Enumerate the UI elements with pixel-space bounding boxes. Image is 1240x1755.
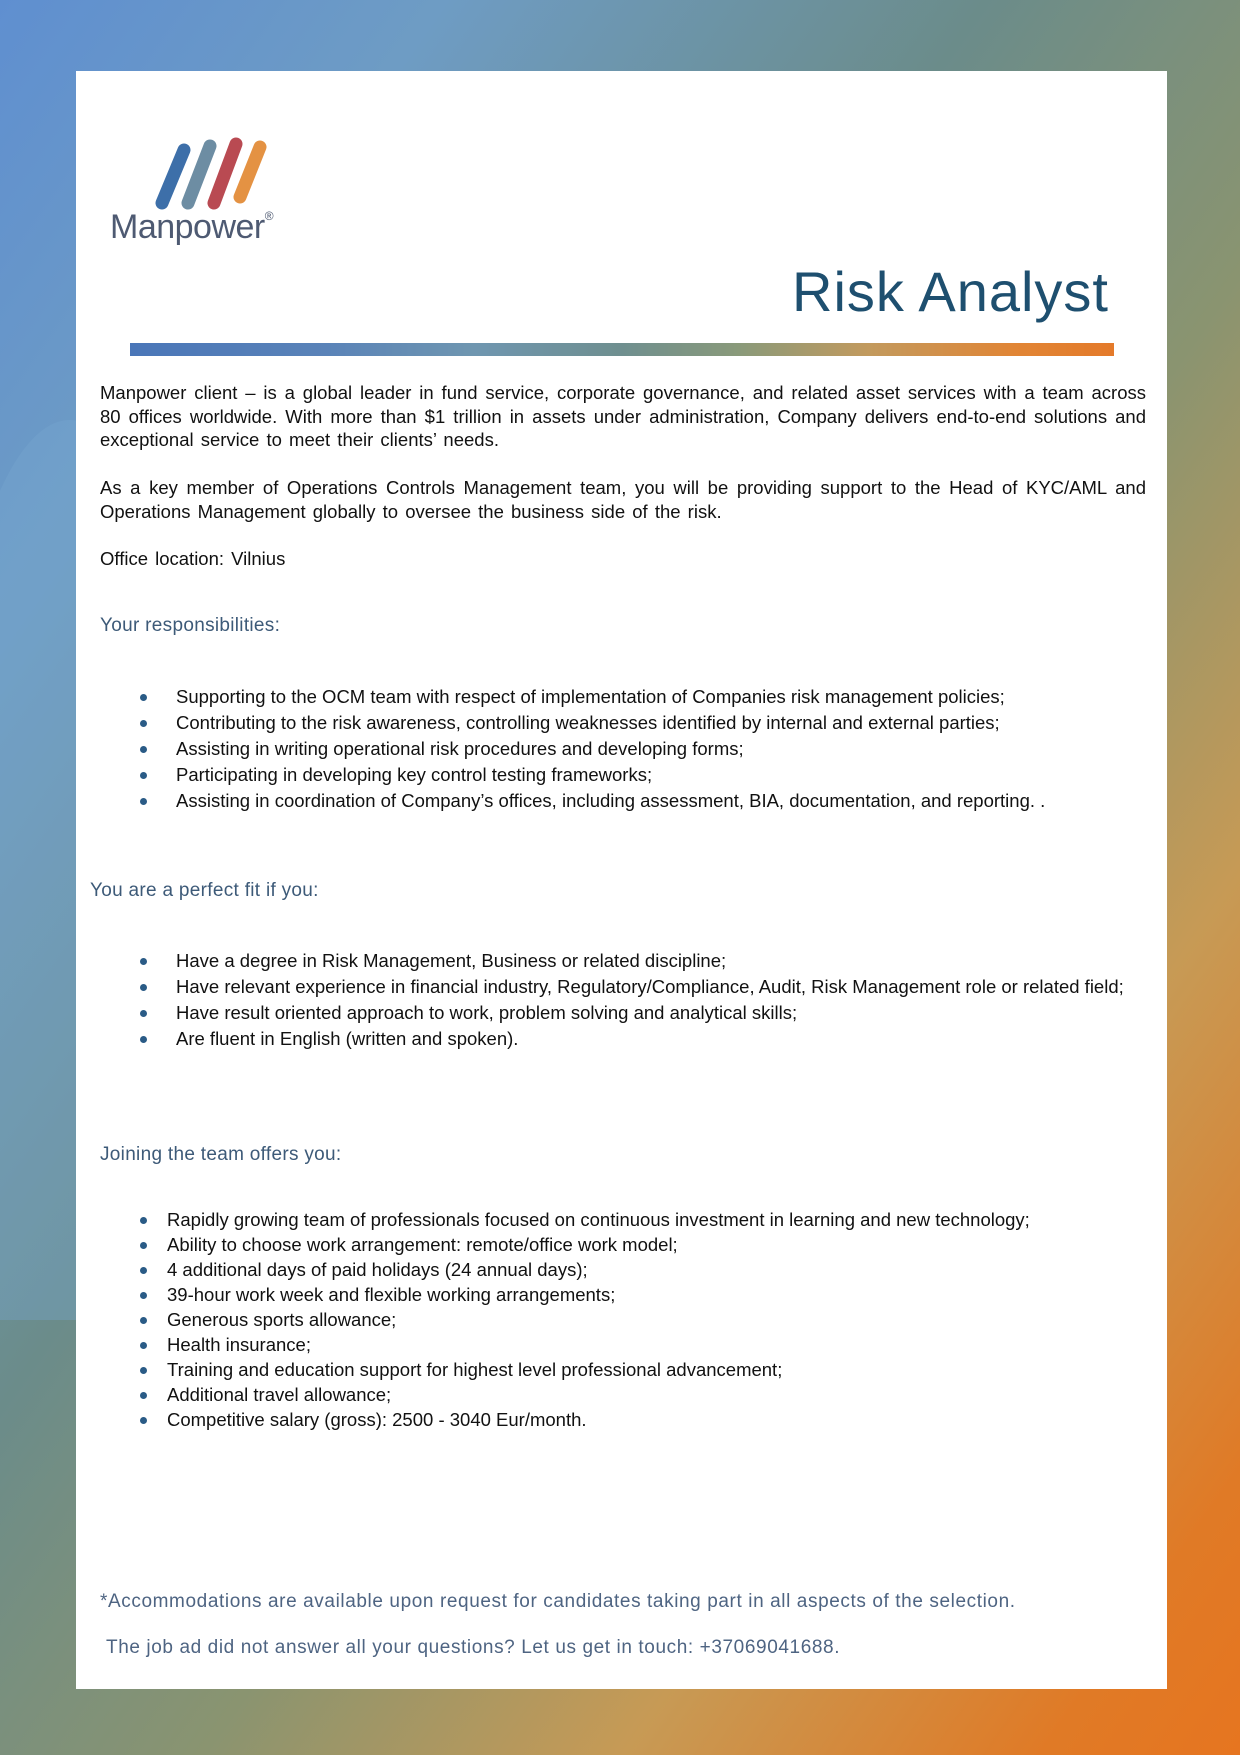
accommodations-note: *Accommodations are available upon request for candidates taking part in all aspects of the selection. xyxy=(100,1591,1016,1612)
list-item: Competitive salary (gross): 2500 - 3040 Eur/month. xyxy=(140,1407,1140,1432)
contact-note: The job ad did not answer all your questions? Let us get in touch: +37069041688. xyxy=(106,1637,841,1658)
list-item: Are fluent in English (written and spoken). xyxy=(140,1026,1140,1052)
logo-brand: Manpower xyxy=(110,208,265,246)
list-item: Have a degree in Risk Management, Business or related discipline; xyxy=(140,948,1140,974)
list-item: Generous sports allowance; xyxy=(140,1307,1140,1332)
list-item: 4 additional days of paid holidays (24 annual days); xyxy=(140,1257,1140,1282)
list-item: Have relevant experience in financial industry, Regulatory/Compliance, Audit, Risk Management role or related field; xyxy=(140,974,1140,1000)
list-item: Rapidly growing team of professionals focused on continuous investment in learning and new technology; xyxy=(140,1207,1140,1232)
registered-mark: ® xyxy=(264,209,274,223)
manpower-logo-icon xyxy=(112,107,292,287)
list-item: Have result oriented approach to work, problem solving and analytical skills; xyxy=(140,1000,1140,1026)
office-location: Office location: Vilnius xyxy=(100,548,286,569)
list-item: Participating in developing key control testing frameworks; xyxy=(140,762,1140,788)
gradient-divider xyxy=(130,343,1114,356)
job-ad-page xyxy=(76,71,1167,1689)
offers-heading: Joining the team offers you: xyxy=(100,1144,342,1165)
list-item: Assisting in coordination of Company’s offices, including assessment, BIA, documentation, and reporting. . xyxy=(140,788,1140,814)
list-item: Assisting in writing operational risk procedures and developing forms; xyxy=(140,736,1140,762)
responsibilities-list xyxy=(140,684,1140,814)
page-title: Risk Analyst xyxy=(792,260,1109,323)
role-description: As a key member of Operations Controls Management team, you will be providing support to the Head of KYC/AML and Operations Management globally to oversee the business side of the risk. xyxy=(100,477,1146,522)
logo-wordmark xyxy=(110,208,273,247)
fit-list xyxy=(140,948,1140,1052)
list-item: Additional travel allowance; xyxy=(140,1382,1140,1407)
list-item: Ability to choose work arrangement: remote/office work model; xyxy=(140,1232,1140,1257)
list-item: 39-hour work week and flexible working arrangements; xyxy=(140,1282,1140,1307)
fit-heading: You are a perfect fit if you: xyxy=(90,880,319,901)
list-item: Health insurance; xyxy=(140,1332,1140,1357)
list-item: Contributing to the risk awareness, controlling weaknesses identified by internal and external parties; xyxy=(140,710,1140,736)
offers-list xyxy=(140,1207,1140,1432)
responsibilities-heading: Your responsibilities: xyxy=(100,615,281,636)
company-description: Manpower client – is a global leader in fund service, corporate governance, and related asset services with a team across 80 offices worldwide. With more than $1 trillion in assets under administration, Company delivers end-to-end solutions and exceptional service to meet their clients’ needs. xyxy=(100,382,1146,450)
list-item: Training and education support for highest level professional advancement; xyxy=(140,1357,1140,1382)
list-item: Supporting to the OCM team with respect of implementation of Companies risk management policies; xyxy=(140,684,1140,710)
